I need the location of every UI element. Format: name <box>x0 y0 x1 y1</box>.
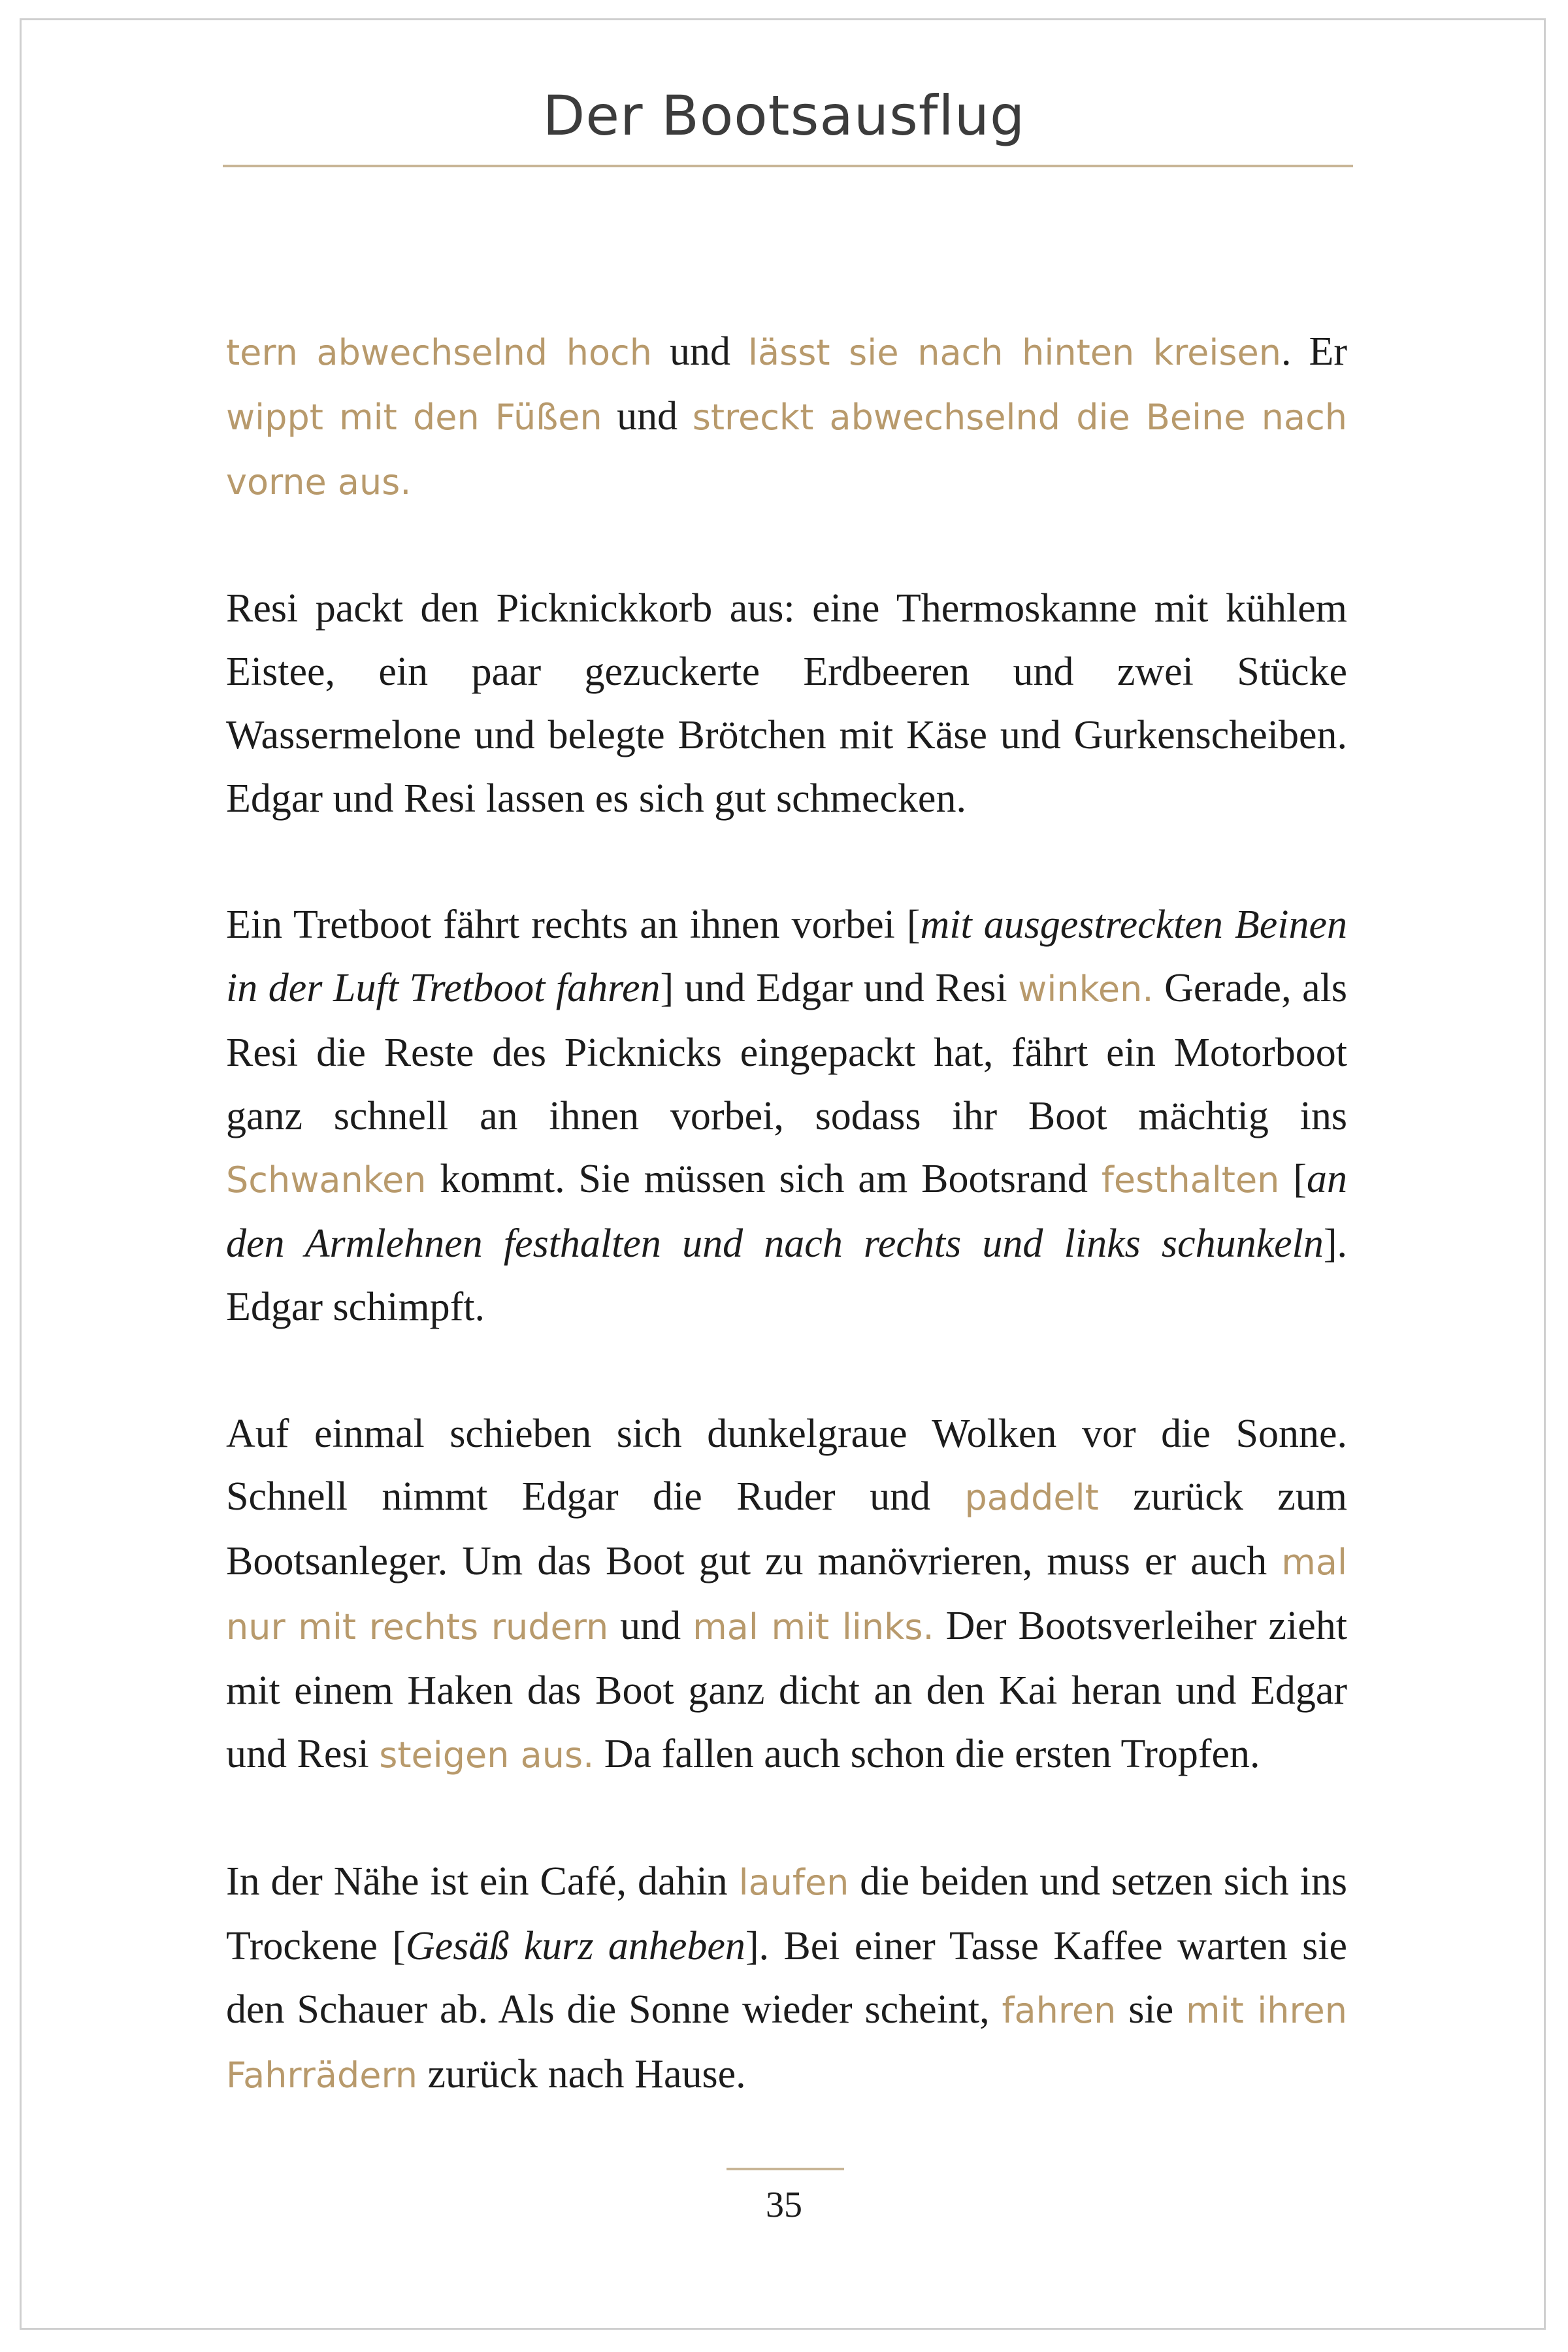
movement-cue: fahren <box>1002 1989 1117 2031</box>
movement-cue: streckt abwechselnd die Beine nach vorne aus. <box>226 396 1348 503</box>
text-run: Ein Tretboot fährt rechts an ihnen vorbei [ <box>226 903 921 948</box>
paragraph-2 <box>226 577 1347 830</box>
stage-direction: Gesäß kurz anheben <box>405 1923 745 1968</box>
text-run: ]. Edgar schimpft. <box>226 1221 1347 1329</box>
text-run: kommt. Sie müssen sich am Bootsrand <box>426 1157 1102 1202</box>
text-run: [ <box>1279 1157 1307 1202</box>
text-run: und <box>651 329 748 374</box>
text-run: Gerade, als Resi die Reste des Picknicks eingepackt hat, fährt ein Motorboot ganz schnell an ihnen vorbei, sodass ihr Boot mächtig ins <box>226 965 1347 1138</box>
text-run: . Er <box>1281 329 1347 374</box>
stage-direction: an den Armlehnen festhalten und nach rechts und links schunkeln <box>226 1157 1347 1267</box>
text-run: Da fallen auch schon die ersten Tropfen. <box>594 1731 1260 1776</box>
paragraph-4 <box>226 1402 1347 1787</box>
text-run: zurück nach Hause. <box>417 2051 746 2096</box>
text-run: Resi packt den Picknickkorb aus: eine Thermoskanne mit kühlem Eistee, ein paar gezuckerte Erdbeeren und zwei Stücke Wassermelone und belegte Brötchen mit Käse und Gurkenscheiben. Edgar und Resi lassen es sich gut schmecken. <box>226 586 1347 821</box>
story-text <box>226 320 1347 2170</box>
stage-direction: mit ausgestreckten Beinen in der Luft Tretboot fahren <box>226 903 1347 1010</box>
movement-cue: Schwanken <box>226 1159 427 1201</box>
text-run: ]. Bei einer Tasse Kaffee warten sie den Schauer ab. Als die Sonne wieder scheint, <box>226 1923 1347 2032</box>
text-run: und <box>602 393 693 439</box>
text-run: Der Bootsverleiher zieht mit einem Haken das Boot ganz dicht an den Kai heran und Edgar und Resi <box>226 1603 1348 1776</box>
text-run: zurück zum Bootsanleger. Um das Boot gut zu manövrieren, muss er auch <box>226 1474 1347 1584</box>
paragraph-3 <box>226 893 1347 1339</box>
movement-cue: steigen aus. <box>379 1734 595 1776</box>
paragraph-5 <box>226 1850 1347 2107</box>
movement-cue: laufen <box>738 1862 849 1904</box>
text-run: und <box>608 1603 693 1648</box>
paragraph-1 <box>226 320 1347 514</box>
movement-cue: mal mit links. <box>693 1606 934 1648</box>
movement-cue: mal nur mit rechts rudern <box>226 1542 1347 1648</box>
movement-cue: lässt sie nach hinten kreisen <box>747 332 1281 373</box>
header-divider <box>223 165 1353 167</box>
text-run: In der Nähe ist ein Café, dahin <box>226 1859 739 1904</box>
movement-cue: festhalten <box>1101 1159 1280 1201</box>
text-run: die beiden und setzen sich ins Trockene [ <box>226 1859 1347 1968</box>
page-title: Der Bootsausflug <box>542 84 1026 148</box>
movement-cue: paddelt <box>964 1477 1099 1519</box>
movement-cue: wippt mit den Füßen <box>226 396 602 438</box>
movement-cue: tern abwechselnd hoch <box>226 332 652 373</box>
footer-divider <box>727 2168 844 2170</box>
text-run: Auf einmal schieben sich dunkelgraue Wolken vor die Sonne. Schnell nimmt Edgar die Ruder und <box>226 1411 1347 1519</box>
movement-cue: winken. <box>1018 968 1154 1010</box>
text-run: ] und Edgar und Resi <box>660 965 1019 1010</box>
text-run: sie <box>1116 1987 1186 2032</box>
page-number: 35 <box>766 2185 802 2225</box>
movement-cue: mit ihren Fahrrädern <box>226 1989 1347 2096</box>
